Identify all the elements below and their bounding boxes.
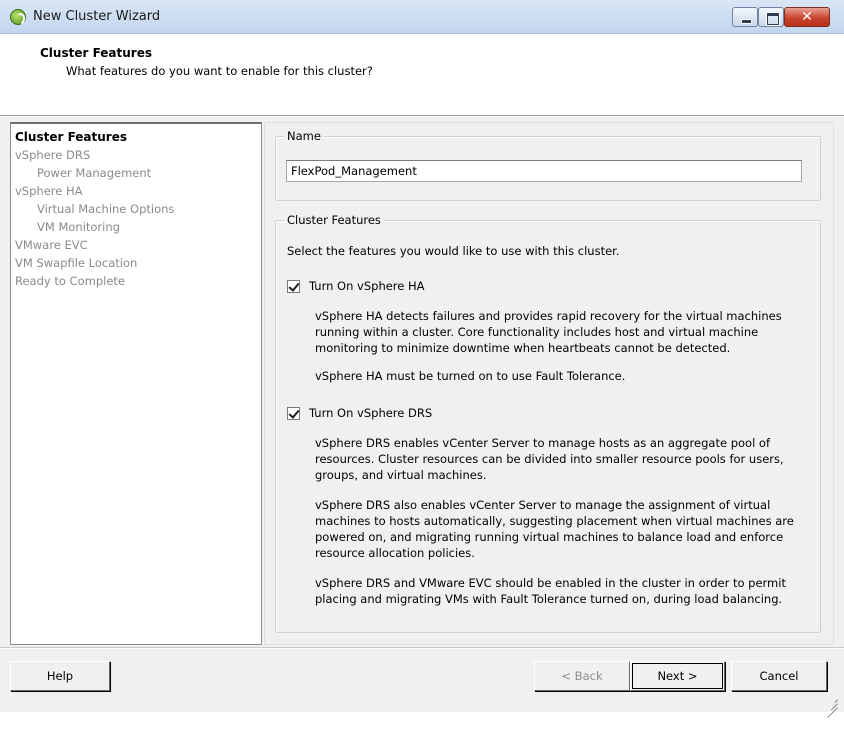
step-power-management[interactable]: Power Management (37, 166, 152, 180)
minimize-button[interactable] (732, 7, 758, 27)
help-button[interactable]: Help (10, 661, 110, 691)
step-vmware-evc[interactable]: VMware EVC (15, 238, 88, 252)
cluster-name-input[interactable] (286, 160, 802, 182)
vsphere-drs-placement-description: vSphere DRS also enables vCenter Server to manage the assignment of virtual machines to hosts automatically, suggesting placement when virtual machines are powered on, and migrating running virtual machines to balance load and enforce resource allocation policies. (315, 498, 794, 560)
back-button[interactable]: < Back (534, 661, 630, 691)
vsphere-ha-description: vSphere HA detects failures and provides rapid recovery for the virtual machines running within a cluster. Core functionality includes host and virtual machine monitoring to minimize downtime when heartbeats cannot be detected. (315, 309, 782, 355)
vsphere-ha-checkbox-label[interactable]: Turn On vSphere HA (309, 279, 425, 293)
wizard-step-list (10, 122, 262, 645)
wizard-header (0, 35, 844, 116)
footer-divider (0, 647, 844, 649)
wizard-content (0, 117, 844, 712)
cluster-features-group-label: Cluster Features (284, 213, 384, 227)
step-vm-monitoring[interactable]: VM Monitoring (37, 220, 120, 234)
next-button[interactable]: Next > (630, 661, 725, 691)
step-vsphere-drs[interactable]: vSphere DRS (15, 148, 91, 162)
resize-grip-icon[interactable] (826, 696, 838, 708)
vsphere-drs-description: vSphere DRS enables vCenter Server to manage hosts as an aggregate pool of resources. Cluster resources can be divided into smaller resource pools for users, groups, and virtual machines. (315, 436, 784, 482)
vsphere-drs-checkbox-row[interactable] (287, 406, 432, 420)
vsphere-ha-checkbox-row[interactable] (287, 279, 425, 293)
vsphere-ha-fault-tolerance-note: vSphere HA must be turned on to use Fault Tolerance. (315, 369, 626, 383)
step-cluster-features[interactable]: Cluster Features (15, 130, 128, 144)
name-group-label: Name (284, 129, 324, 143)
title-bar[interactable] (0, 0, 844, 34)
window-title: New Cluster Wizard (33, 9, 161, 24)
vsphere-ha-checkbox[interactable] (287, 280, 300, 293)
name-group (275, 129, 821, 201)
step-virtual-machine-options[interactable]: Virtual Machine Options (37, 202, 175, 216)
step-vm-swapfile-location[interactable]: VM Swapfile Location (15, 256, 138, 270)
step-vsphere-ha[interactable]: vSphere HA (15, 184, 83, 198)
step-panel (264, 122, 834, 645)
close-button[interactable] (784, 7, 830, 27)
minimize-icon (733, 8, 757, 26)
features-intro-text: Select the features you would like to use with this cluster. (287, 244, 620, 258)
vsphere-drs-evc-note: vSphere DRS and VMware EVC should be enabled in the cluster in order to permit placing and migrating VMs with Fault Tolerance turned on, during load balancing. (315, 576, 786, 606)
vsphere-drs-checkbox[interactable] (287, 407, 300, 420)
maximize-button[interactable] (758, 7, 784, 27)
close-icon: ✕ (801, 9, 813, 25)
cluster-features-group (275, 213, 821, 633)
maximize-icon (759, 8, 783, 26)
step-ready-to-complete[interactable]: Ready to Complete (15, 274, 125, 288)
vsphere-app-icon (10, 9, 26, 25)
page-subtitle: What features do you want to enable for this cluster? (66, 64, 373, 78)
page-title: Cluster Features (40, 46, 153, 60)
cancel-button[interactable]: Cancel (731, 661, 827, 691)
vsphere-drs-checkbox-label[interactable]: Turn On vSphere DRS (309, 406, 433, 420)
